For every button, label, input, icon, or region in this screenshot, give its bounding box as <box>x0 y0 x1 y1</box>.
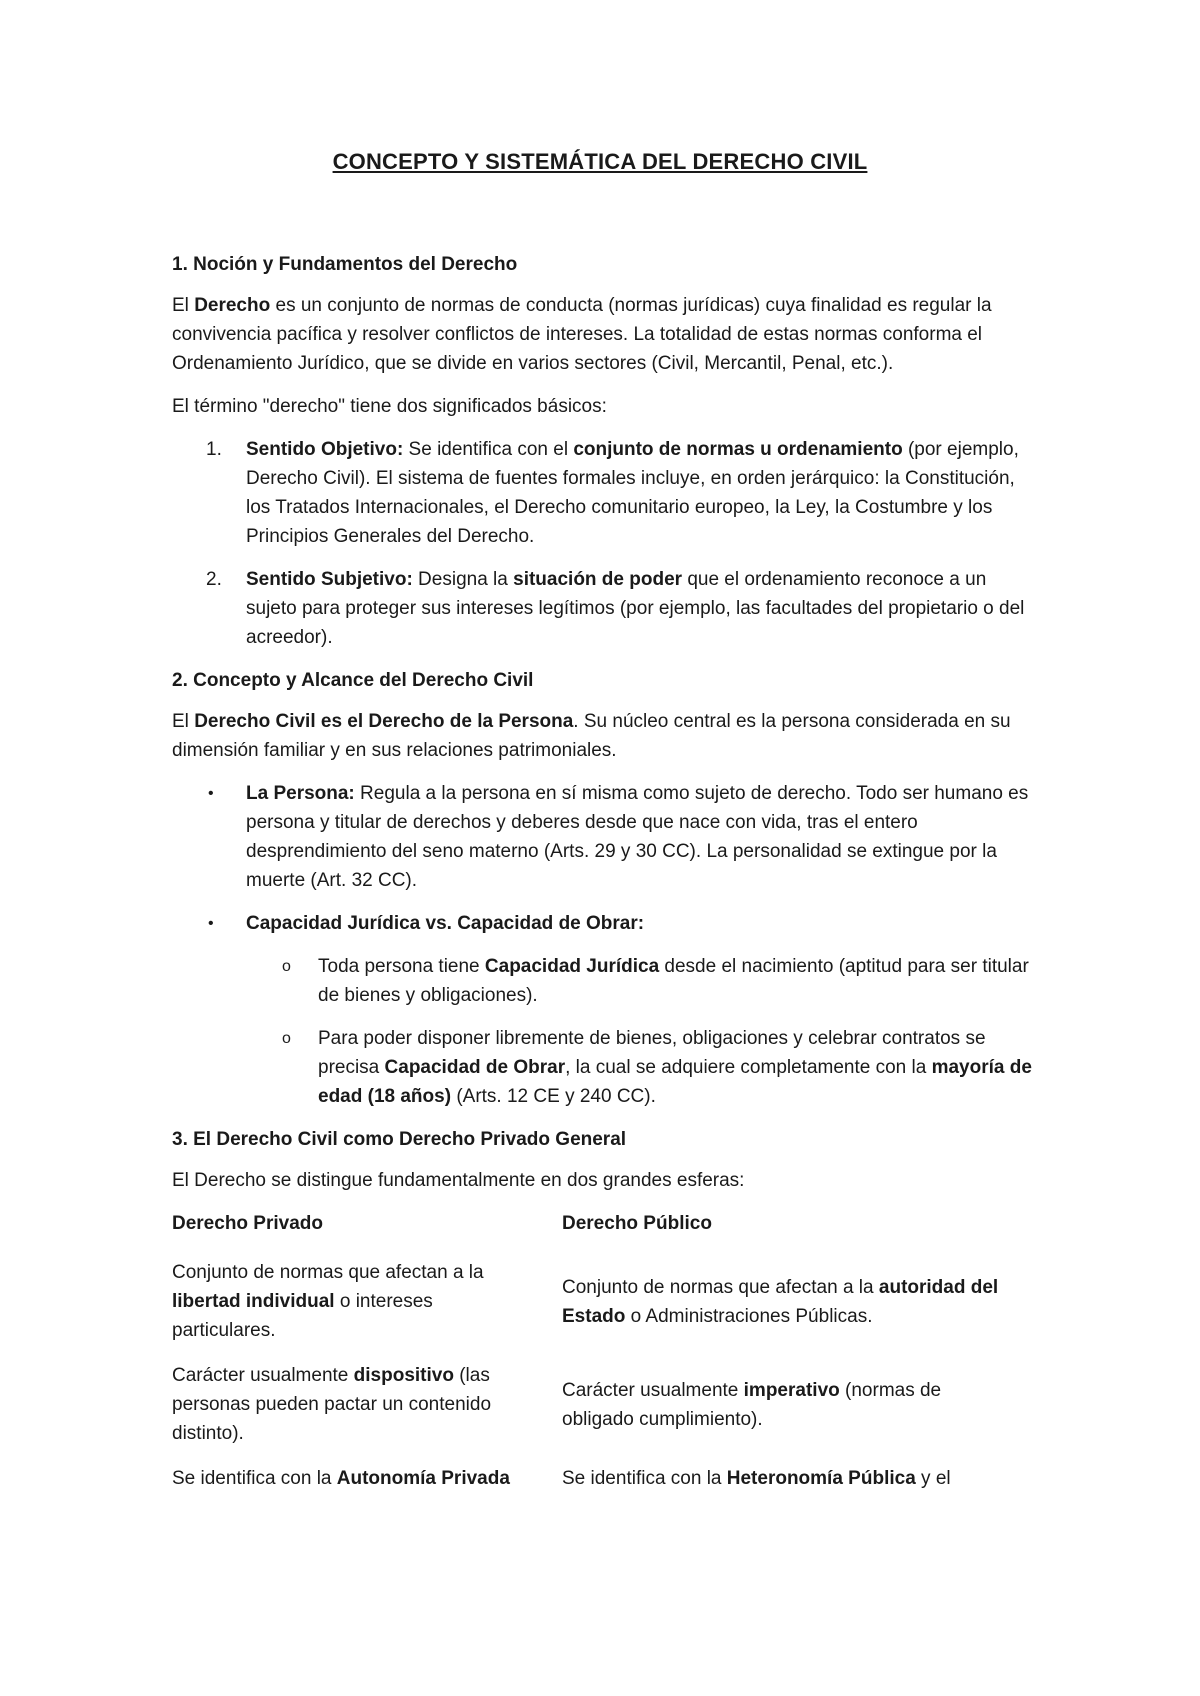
text: (las personas pueden pactar un contenido distinto). <box>172 1365 492 1444</box>
bold-term: situación de poder <box>513 569 683 590</box>
text: Carácter usualmente <box>562 1379 744 1401</box>
bold-term: libertad individual <box>172 1291 335 1312</box>
bold-term: dispositivo <box>353 1365 454 1386</box>
bold-term: Capacidad de Obrar <box>384 1057 566 1078</box>
text: Conjunto de normas que afectan a la <box>172 1262 484 1283</box>
bold-term: conjunto de normas u ordenamiento <box>573 439 903 460</box>
table-cell-private <box>172 1464 562 1493</box>
numbered-list <box>172 435 1042 652</box>
text: Se identifica con la <box>172 1468 337 1489</box>
text: y el <box>915 1468 951 1489</box>
bold-term: autoridad del Estado <box>562 1276 999 1327</box>
section-1-paragraph-1 <box>172 291 1042 378</box>
table-cell-public <box>562 1258 1042 1345</box>
item-label: Sentido Subjetivo: <box>246 569 413 590</box>
list-item <box>172 565 1042 652</box>
text: Toda persona tiene <box>318 956 485 977</box>
list-number: 2. <box>206 569 222 590</box>
list-number: 1. <box>206 439 222 460</box>
text: Se identifica con la <box>562 1468 727 1489</box>
section-2 <box>172 666 1042 1111</box>
section-3 <box>172 1125 1042 1509</box>
text: Carácter usualmente <box>172 1365 354 1386</box>
text: que el ordenamiento reconoce a un sujeto para proteger sus intereses legítimos (por ejemplo, las facultades del propietario o del acreedor). <box>246 569 1025 648</box>
sub-list <box>246 952 1042 1111</box>
text: El <box>172 295 195 316</box>
bullet-list <box>172 779 1042 1111</box>
sub-list-item <box>172 1024 1042 1111</box>
section-1-paragraph-2: El término "derecho" tiene dos significados básicos: <box>172 396 607 417</box>
bold-term: Derecho Civil es el Derecho de la Persona <box>194 711 574 732</box>
text: (normas de obligado cumplimiento). <box>562 1379 942 1430</box>
text: Para poder disponer libremente de bienes, obligaciones y celebrar contratos se precisa <box>318 1028 986 1078</box>
bold-term: Heteronomía Pública <box>726 1468 916 1489</box>
section-3-heading: 3. El Derecho Civil como Derecho Privado General <box>172 1129 627 1150</box>
text: o Administraciones Públicas. <box>625 1305 873 1327</box>
bold-term: imperativo <box>743 1379 840 1401</box>
list-item <box>172 909 1042 1111</box>
document-body <box>172 250 1042 1509</box>
bullet-icon: • <box>208 915 214 932</box>
item-label: Sentido Objetivo: <box>246 439 404 460</box>
section-3-paragraph-1: El Derecho se distingue fundamentalmente en dos grandes esferas: <box>172 1170 745 1191</box>
comparison-table <box>172 1209 1042 1509</box>
list-item <box>172 435 1042 551</box>
section-1-heading: 1. Noción y Fundamentos del Derecho <box>172 254 518 275</box>
table-cell-public <box>562 1464 1042 1493</box>
bold-term: Derecho <box>194 295 271 316</box>
text: (Arts. 12 CE y 240 CC). <box>451 1086 656 1107</box>
item-label: Capacidad Jurídica vs. Capacidad de Obrar: <box>246 913 645 934</box>
column-header-public: Derecho Público <box>562 1213 712 1234</box>
table-cell-private <box>172 1361 562 1448</box>
section-2-heading: 2. Concepto y Alcance del Derecho Civil <box>172 670 534 691</box>
text: , la cual se adquiere completamente con la <box>565 1057 932 1078</box>
text: Conjunto de normas que afectan a la <box>562 1276 879 1298</box>
document-title: CONCEPTO Y SISTEMÁTICA DEL DERECHO CIVIL <box>332 149 868 174</box>
text: Designa la <box>412 569 514 590</box>
table-cell-public <box>562 1361 1042 1448</box>
text: desde el nacimiento (aptitud para ser titular de bienes y obligaciones). <box>318 956 1029 1006</box>
sub-list-item <box>172 952 1042 1010</box>
circle-bullet-icon: o <box>282 1030 291 1047</box>
text: Se identifica con el <box>403 439 574 460</box>
text: o intereses particulares. <box>172 1291 433 1341</box>
text: es un conjunto de normas de conducta (normas jurídicas) cuya finalidad es regular la convivencia pacífica y resolver conflictos de intereses. La totalidad de estas normas conforma el Ordenamiento Jurídico, que se divide en varios sectores (Civil, Mercantil, Penal, etc.). <box>172 295 992 374</box>
bold-term: mayoría de edad (18 años) <box>318 1057 1032 1107</box>
list-item <box>172 779 1042 895</box>
item-label: La Persona: <box>246 783 355 804</box>
section-2-paragraph-1 <box>172 707 1042 765</box>
text: Regula a la persona en sí misma como sujeto de derecho. Todo ser humano es persona y titular de derechos y deberes desde que nace con vida, tras el entero desprendimiento del seno materno (Arts. 29 y 30 CC). La personalidad se extingue por la muerte (Art. 32 CC). <box>246 783 1029 891</box>
circle-bullet-icon: o <box>282 958 291 975</box>
column-header-private: Derecho Privado <box>172 1213 323 1234</box>
bold-term: Autonomía Privada <box>336 1468 510 1489</box>
bold-term: Capacidad Jurídica <box>484 956 660 977</box>
section-1 <box>172 250 1042 652</box>
text: . Su núcleo central es la persona considerada en su dimensión familiar y en sus relaciones patrimoniales. <box>172 711 1011 761</box>
text: El <box>172 711 195 732</box>
bullet-icon: • <box>208 785 214 802</box>
text: (por ejemplo, Derecho Civil). El sistema de fuentes formales incluye, en orden jerárquico: la Constitución, los Tratados Internacionales, el Derecho comunitario europeo, la Ley, la Costumbre y los Principios Generales del Derecho. <box>246 439 1019 547</box>
table-cell-private <box>172 1258 562 1345</box>
